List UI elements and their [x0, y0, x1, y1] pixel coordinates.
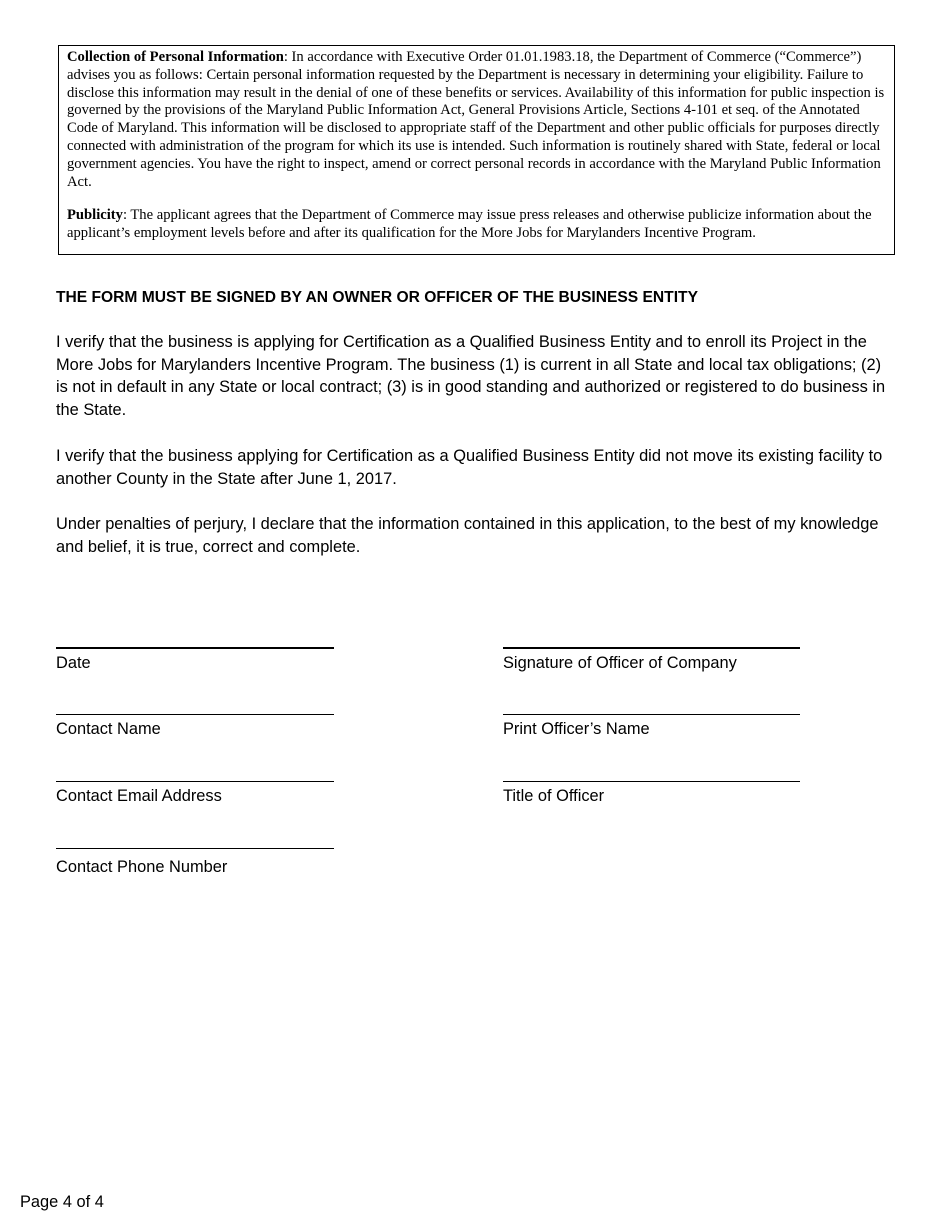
date-label: Date [56, 654, 91, 672]
officer-title-label: Title of Officer [503, 787, 605, 805]
contact-name-field[interactable] [56, 714, 334, 740]
publicity-notice-text: : The applicant agrees that the Department of Commerce may issue press releases and otherwise publicize information about the applicant’s employment levels before and after its qualification for the More Jobs for Marylanders Incentive Program. [67, 207, 872, 242]
contact-email-line [56, 781, 334, 782]
publicity-notice-title: Publicity [67, 207, 123, 224]
signature-label: Signature of Officer of Company [503, 654, 737, 672]
contact-phone-label: Contact Phone Number [56, 858, 228, 876]
contact-phone-line [56, 848, 334, 849]
collection-notice-text: : In accordance with Executive Order 01.01.1983.18, the Department of Commerce (“Commerce”) advises you as follows: Certain personal information requested by the Department is necessary in determining your eligibility. Failure to disclose this information may result in the denial of one of these benefits or services. Availability of this information for public inspection is governed by the provisions of the Maryland Public Information Act, General Provisions Article, Sections 4-101 et seq. of the Annotated Code of Maryland. This information will be disclosed to appropriate staff of the Department and other public officials for purposes directly connected with administration of the program for which its use is intended. Such information is routinely shared with State, federal or local government agencies. You have the right to inspect, amend or correct personal records in accordance with the Maryland Public Information Act. [67, 49, 885, 190]
publicity-notice [67, 207, 886, 243]
officer-name-field[interactable] [503, 714, 800, 740]
contact-name-line [56, 714, 334, 715]
officer-title-line [503, 781, 800, 782]
officer-name-label: Print Officer’s Name [503, 720, 650, 738]
signature-field[interactable] [503, 647, 800, 674]
contact-email-label: Contact Email Address [56, 787, 222, 805]
date-line [56, 647, 334, 649]
date-field[interactable] [56, 647, 334, 674]
relocation-verification-paragraph: I verify that the business applying for Certification as a Qualified Business Entity did not move its existing facility to another County in the State after June 1, 2017. [56, 447, 883, 488]
perjury-declaration-paragraph: Under penalties of perjury, I declare that the information contained in this application, to the best of my knowledge and belief, it is true, correct and complete. [56, 515, 879, 556]
certification-verification-paragraph: I verify that the business is applying for Certification as a Qualified Business Entity and to enroll its Project in the More Jobs for Marylanders Incentive Program. The business (1) is current in all State and local tax obligations; (2) is not in default in any State or local contract; (3) is in good standing and authorized or registered to do business in the State. [56, 333, 886, 420]
collection-notice-title: Collection of Personal Information [67, 49, 284, 65]
collection-notice [67, 49, 886, 191]
officer-name-line [503, 714, 800, 715]
contact-email-field[interactable] [56, 781, 334, 807]
contact-name-label: Contact Name [56, 720, 161, 738]
signature-line [503, 647, 800, 649]
page-number: Page 4 of 4 [20, 1193, 104, 1211]
privacy-notice-box [58, 45, 895, 255]
signature-requirement-heading: THE FORM MUST BE SIGNED BY AN OWNER OR OFFICER OF THE BUSINESS ENTITY [56, 289, 698, 306]
contact-phone-field[interactable] [56, 848, 334, 878]
officer-title-field[interactable] [503, 781, 800, 807]
